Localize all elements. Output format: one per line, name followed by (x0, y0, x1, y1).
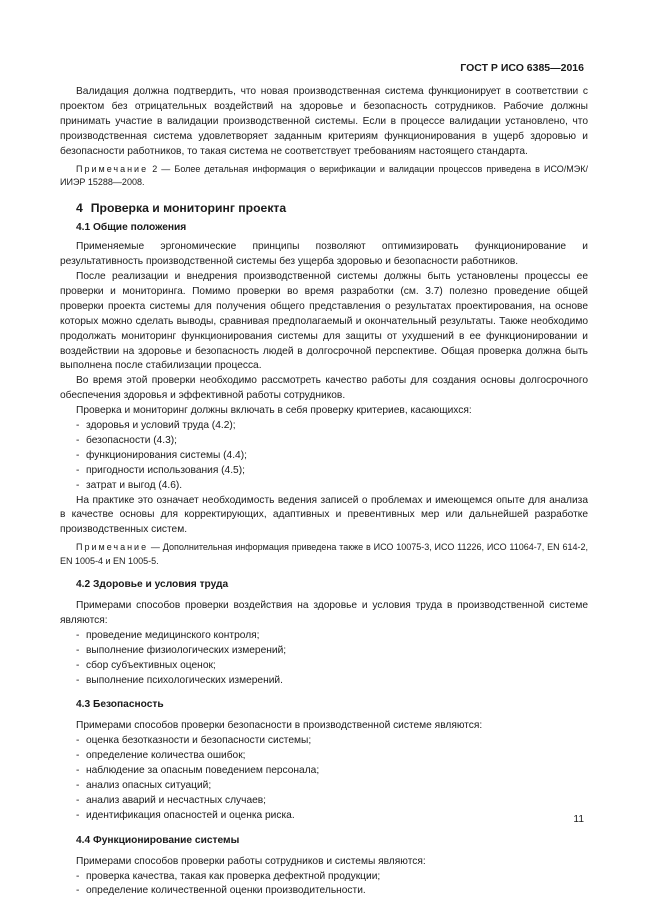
list-item: - безопасности (4.3); (76, 434, 588, 449)
health-methods-list (60, 629, 588, 689)
criteria-list (60, 419, 588, 494)
note-label: Примечание (76, 163, 149, 174)
subsection-heading-4-1: 4.1 Общие положения (76, 222, 187, 234)
list-item: - оценка безотказности и безопасности системы; (76, 734, 588, 749)
section-number: 4 (76, 201, 83, 216)
list-item: - функционирования системы (4.4); (76, 449, 588, 464)
list-item: - пригодности использования (4.5); (76, 464, 588, 479)
safety-methods-list (60, 734, 588, 823)
page-content (60, 85, 588, 899)
list-item: - анализ аварий и несчастных случаев; (76, 794, 588, 809)
paragraph: На практике это означает необходимость ведения записей о проблемах и имеющемся опыте для анализа в качестве основы для корректирующих, адаптивных и превентивных мер или дальнейшей разработке производственных систем. (60, 494, 588, 536)
list-item: - наблюдение за опасным поведением персонала; (76, 764, 588, 779)
intro-note (60, 163, 588, 190)
section-note (60, 541, 588, 568)
page-number: 11 (573, 814, 584, 825)
subsection-heading-4-3: 4.3 Безопасность (76, 699, 164, 711)
intro-paragraph: Валидация должна подтвердить, что новая производственная система функционирует в соответствии с проектом без отрицательных воздействий на здоровье и безопасность сотрудников. Рабочие должны принимать участие в валидации производственной системы. Если в процессе валидации установлено, что производственная система удовлетворяет заданным критериям функционирования в ущерб здоровью и безопасности работников, то такая система не соответствует требованиям настоящего стандарта. (60, 86, 588, 157)
paragraph: Во время этой проверки необходимо рассмотреть качество работы для создания основы долгосрочного обеспечения здоровья и эффективной работы сотрудников. (60, 375, 588, 402)
list-item: - идентификация опасностей и оценка риска. (76, 809, 588, 824)
standard-code-header: ГОСТ Р ИСО 6385—2016 (460, 62, 584, 74)
subsection-heading-4-2: 4.2 Здоровье и условия труда (76, 579, 229, 591)
list-item: - проверка качества, такая как проверка дефектной продукции; (76, 870, 588, 885)
list-item: - выполнение физиологических измерений; (76, 644, 588, 659)
list-item: - определение количества ошибок; (76, 749, 588, 764)
note-label: Примечание (76, 542, 149, 553)
list-item: - затрат и выгод (4.6). (76, 479, 588, 494)
note-text: — Дополнительная информация приведена также в ИСО 10075-3, ИСО 11226, ИСО 11064-7, EN 614-2, EN 1005-4 и EN 1005-5. (60, 542, 588, 566)
paragraph: После реализации и внедрения производственной системы должны быть установлены процессы ее проверки и мониторинга. Помимо проверки во время разработки (см. 3.7) полезно проведение общей проверки проекта системы для получения общего представления о результатах проектирования, на основе которых можно сделать выводы, сравнивая предполагаемый и окончательный результаты. Также необходимо продолжать мониторинг функционирования системы для защиты от ухудшений в ее функционировании и воздействии на здоровье и безопасность людей в долгосрочной перспективе. Общая проверка должна быть выполнена после стабилизации процесса. (60, 270, 588, 372)
list-item: - здоровья и условий труда (4.2); (76, 419, 588, 434)
section-heading (76, 201, 588, 216)
note-text: 2 — Более детальная информация о верификации и валидации процессов приведена в ИСО/МЭК/ИИЭР 15288—2008. (60, 163, 588, 187)
list-item: - выполнение психологических измерений. (76, 674, 588, 689)
paragraph: Применяемые эргономические принципы позволяют оптимизировать функционирование и результативность производственной системы без ущерба здоровью и безопасности работников. (60, 241, 588, 268)
list-item: - определение количественной оценки производительности. (76, 884, 588, 899)
section-title: Проверка и мониторинг проекта (90, 201, 287, 216)
paragraph: Примерами способов проверки безопасности в производственной системе являются: (76, 720, 483, 732)
list-item: - проведение медицинского контроля; (76, 629, 588, 644)
paragraph: Примерами способов проверки работы сотрудников и системы являются: (76, 855, 426, 867)
paragraph: Примерами способов проверки воздействия на здоровье и условия труда в производственной системе являются: (60, 600, 588, 626)
system-methods-list (60, 870, 588, 900)
list-item: - анализ опасных ситуаций; (76, 779, 588, 794)
paragraph: Проверка и мониторинг должны включать в себя проверку критериев, касающихся: (76, 405, 472, 417)
subsection-heading-4-4: 4.4 Функционирование системы (76, 834, 240, 846)
list-item: - сбор субъективных оценок; (76, 659, 588, 674)
